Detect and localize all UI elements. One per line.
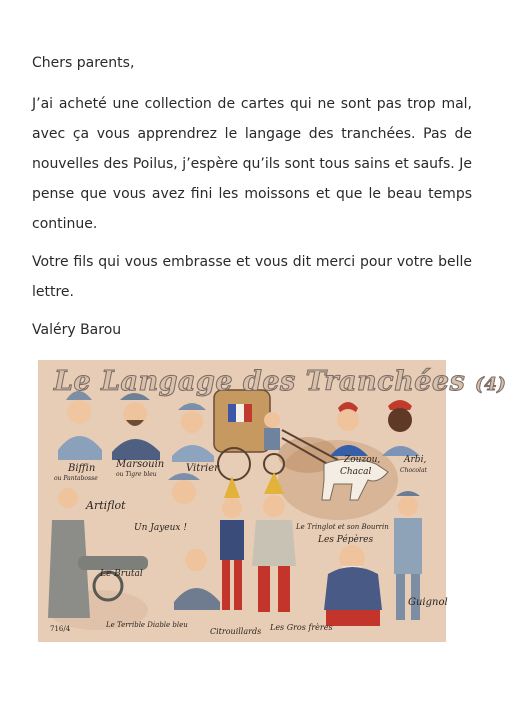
caption-chocolat: Chocolat bbox=[400, 467, 427, 474]
caption-les-peperes: Les Pépères bbox=[318, 535, 374, 545]
caption-chacal: Chacal bbox=[340, 467, 372, 477]
postcard-ref-number: 716/4 bbox=[50, 625, 71, 633]
caption-citrouillards: Citrouillards bbox=[210, 627, 262, 636]
caption-terrible: Le Terrible Diable bleu bbox=[106, 621, 188, 629]
caption-zouzou: Zouzou, bbox=[344, 455, 381, 465]
caption-marsouin: Marsouin bbox=[116, 459, 165, 470]
signature: Valéry Barou bbox=[32, 322, 122, 338]
caption-artiflot: Artiflot bbox=[86, 499, 126, 512]
postcard-number: (4) bbox=[475, 374, 506, 395]
caption-biffin-sub: ou Pantabosse bbox=[54, 475, 98, 482]
postcard-image bbox=[38, 360, 506, 642]
letter-paragraph-2: Votre fils qui vous embrasse et vous dit merci pour votre belle lettre. bbox=[32, 254, 472, 300]
letter-paragraph-1: J’ai acheté une collection de cartes qui ne sont pas trop mal, avec ça vous apprendrez le langage des tranchées. Pas de nouvelles des Poilus, j’espère qu’ils sont tous sains et saufs. Je pense que vous avez fini les moissons et que le beau temps continue. bbox=[32, 96, 472, 232]
caption-gros-freres: Les Gros frères bbox=[270, 623, 333, 632]
caption-le-brutal: Le Brutal bbox=[100, 569, 143, 579]
postcard-title bbox=[54, 366, 506, 397]
caption-guignol: Guignol bbox=[408, 597, 448, 608]
postcard-title-text: Le Langage des Tranchées bbox=[54, 366, 466, 397]
caption-biffin: Biffin bbox=[68, 463, 96, 474]
caption-marsouin-sub: ou Tigre bleu bbox=[116, 471, 157, 478]
letter-text bbox=[32, 48, 472, 352]
caption-vitrier: Vitrier bbox=[186, 463, 219, 474]
caption-un-jayeux: Un Jayeux ! bbox=[134, 523, 187, 533]
caption-arbi: Arbi, bbox=[404, 455, 427, 465]
caption-tringlot: Le Tringlot et son Bourrin bbox=[296, 523, 389, 531]
salutation: Chers parents, bbox=[32, 55, 135, 71]
